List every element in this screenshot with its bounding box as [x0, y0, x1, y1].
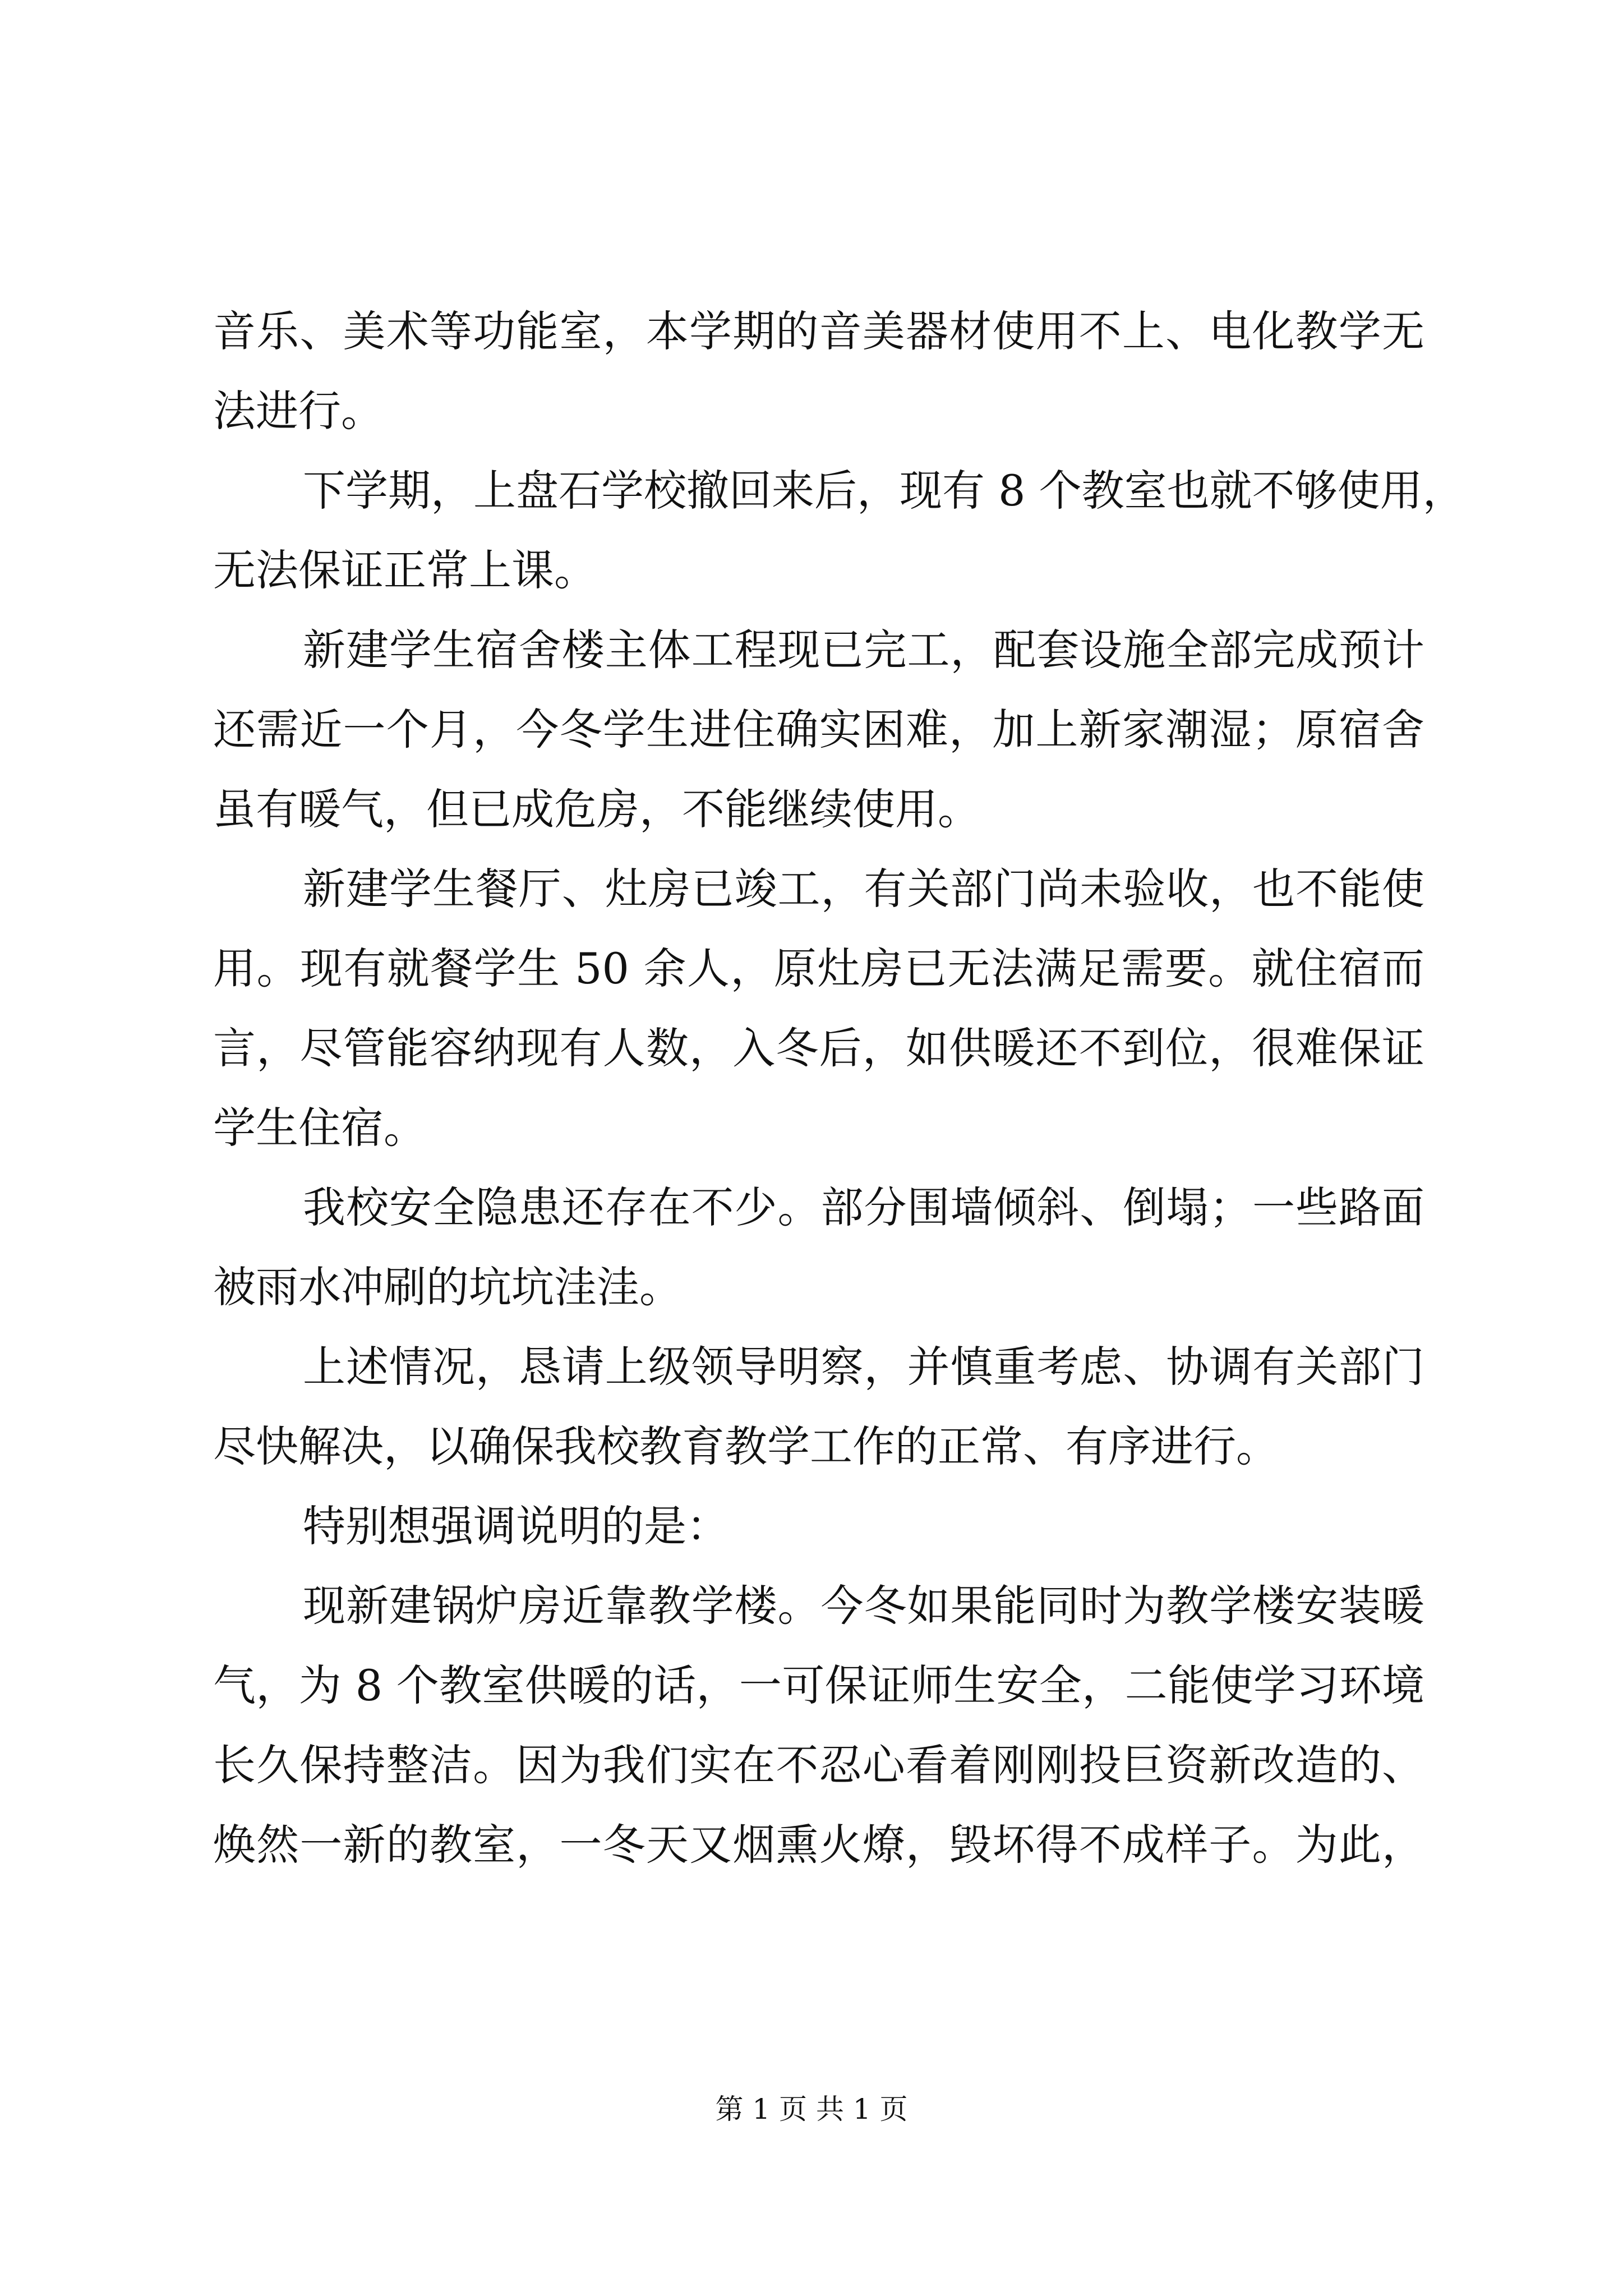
page-number-footer: 第 1 页 共 1 页: [715, 2093, 908, 2125]
text-line: 现新建锅炉房近靠教学楼。今冬如果能同时为教学楼安装暖: [303, 1581, 1424, 1631]
text-line: 上述情况，恳请上级领导明察，并慎重考虑、协调有关部门: [303, 1342, 1424, 1392]
text-line: 气，为 8 个教室供暖的话，一可保证师生安全，二能使学习环境: [213, 1660, 1424, 1710]
text-line: 被雨水冲刷的坑坑洼洼。: [213, 1262, 682, 1312]
text-line: 无法保证正常上课。: [213, 545, 597, 595]
text-line: 虽有暖气，但已成危房，不能继续使用。: [213, 784, 980, 834]
text-line: 用。现有就餐学生 50 余人，原灶房已无法满足需要。就住宿而: [213, 944, 1424, 993]
text-line: 音乐、美术等功能室，本学期的音美器材使用不上、电化教学无: [213, 306, 1424, 356]
text-line: 焕然一新的教室，一冬天又烟熏火燎，毁坏得不成样子。为此，: [213, 1820, 1424, 1870]
text-line: 下学期，上盘石学校撤回来后，现有 8 个教室也就不够使用，: [303, 466, 1465, 516]
text-line: 还需近一个月，今冬学生进住确实困难，加上新家潮湿；原宿舍: [213, 705, 1424, 754]
text-line: 法进行。: [213, 386, 384, 436]
text-line: 新建学生宿舍楼主体工程现已完工，配套设施全部完成预计: [303, 625, 1424, 675]
text-line: 尽快解决，以确保我校教育教学工作的正常、有序进行。: [213, 1421, 1279, 1471]
document-body: [213, 292, 1465, 1885]
text-line: 言，尽管能容纳现有人数，入冬后，如供暖还不到位，很难保证: [213, 1023, 1424, 1073]
text-line: 我校安全隐患还存在不少。部分围墙倾斜、倒塌；一些路面: [303, 1182, 1424, 1232]
text-line: 特别想强调说明的是：: [303, 1501, 729, 1551]
text-line: 长久保持整洁。因为我们实在不忍心看着刚刚投巨资新改造的、: [213, 1740, 1424, 1790]
text-line: 学生住宿。: [213, 1103, 426, 1153]
text-line: 新建学生餐厅、灶房已竣工，有关部门尚未验收，也不能使: [303, 864, 1424, 914]
